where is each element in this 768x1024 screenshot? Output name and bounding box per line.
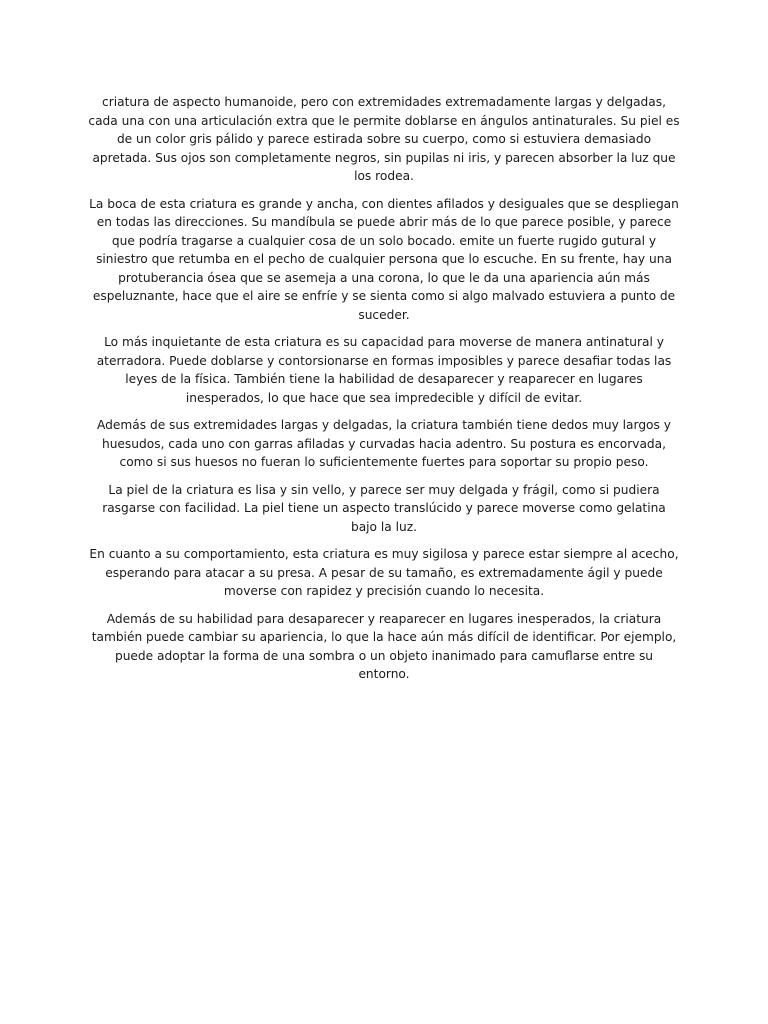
paragraph-7: Además de su habilidad para desaparecer y reaparecer en lugares inesperados, la criatura también puede cambiar su apariencia, lo que la hace aún más difícil de identificar. Por ejemplo, puede adoptar la forma de una sombra o un objeto inanimado para camuflarse entre su entorno.	[91, 611, 677, 681]
document-body	[88, 93, 680, 693]
paragraph-4: Además de sus extremidades largas y delgadas, la criatura también tiene dedos muy largos y huesudos, cada uno con garras afiladas y curvadas hacia adentro. Su postura es encorvada, como si sus huesos no fueran lo suficientemente fuertes para soportar su propio peso.	[97, 418, 671, 469]
paragraph-2: La boca de esta criatura es grande y ancha, con dientes afilados y desiguales que se despliegan en todas las direcciones. Su mandíbula se puede abrir más de lo que parece posible, y parece que podría tragarse a cualquier cosa de un solo bocado. emite un fuerte rugido gutural y siniestro que retumba en el pecho de cualquier persona que lo escuche. En su frente, hay una protuberancia ósea que se asemeja a una corona, lo que le da una apariencia aún más espeluznante, hace que el aire se enfríe y se sienta como si algo malvado estuviera a punto de suceder.	[89, 196, 679, 322]
paragraph-6: En cuanto a su comportamiento, esta criatura es muy sigilosa y parece estar siempre al acecho, esperando para atacar a su presa. A pesar de su tamaño, es extremadamente ágil y puede moverse con rapidez y precisión cuando lo necesita.	[89, 547, 679, 598]
paragraph-1: criatura de aspecto humanoide, pero con extremidades extremadamente largas y delgadas, cada una con una articulación extra que le permite doblarse en ángulos antinaturales. Su piel es de un color gris pálido y parece estirada sobre su cuerpo, como si estuviera demasiado apretada. Sus ojos son completamente negros, sin pupilas ni iris, y parecen absorber la luz que los rodea.	[88, 95, 680, 183]
paragraph-3: Lo más inquietante de esta criatura es su capacidad para moverse de manera antinatural y aterradora. Puede doblarse y contorsionarse en formas imposibles y parece desafiar todas las leyes de la física. También tiene la habilidad de desaparecer y reaparecer en lugares inesperados, lo que hace que sea impredecible y difícil de evitar.	[96, 335, 672, 405]
paragraph-5: La piel de la criatura es lisa y sin vello, y parece ser muy delgada y frágil, como si pudiera rasgarse con facilidad. La piel tiene un aspecto translúcido y parece moverse como gelatina bajo la luz.	[102, 482, 666, 534]
